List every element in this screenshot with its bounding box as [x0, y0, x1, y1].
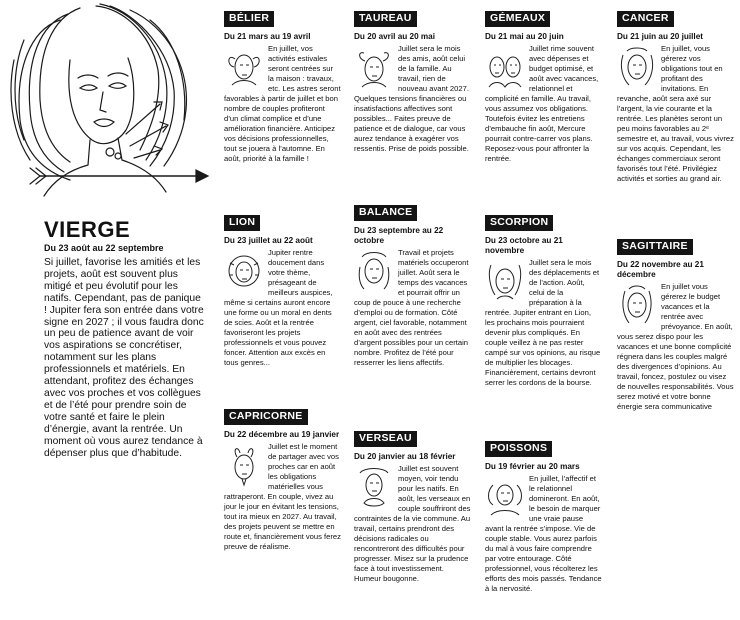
- sign-name-verseau: VERSEAU: [354, 431, 417, 447]
- sign-dates-capricorne: Du 22 décembre au 19 janvier: [224, 430, 340, 439]
- sign-dates-belier: Du 21 mars au 19 avril: [224, 32, 311, 41]
- sign-name-belier: BÉLIER: [224, 11, 274, 27]
- sign-gemeaux: [485, 8, 602, 164]
- sign-name-taureau: TAUREAU: [354, 11, 417, 27]
- scales-icon: [354, 249, 394, 293]
- sign-body-belier: En juillet, vos activités estivales seront centrées sur la maison : travaux, etc. Les astres seront favorables à partir de juillet et bon nombre de couples profiteront d’un climat complice et d’une amélioration financière. Anticipez vos décisions professionnelles, tout se jouera à l’automne. En août, priorité à la famille !: [224, 44, 341, 163]
- sign-name-lion: LION: [224, 215, 260, 231]
- sign-dates-sagittaire: Du 22 novembre au 21 décembre: [617, 260, 704, 279]
- sign-dates-poissons: Du 19 février au 20 mars: [485, 462, 580, 471]
- sign-name-balance: BALANCE: [354, 205, 417, 221]
- sign-text-taureau: [354, 44, 471, 154]
- sign-dates-balance: Du 23 septembre au 22 octobre: [354, 226, 444, 245]
- vierge-dates: Du 23 août au 22 septembre: [44, 243, 164, 253]
- sign-body-balance: Travail et projets matériels occuperont juillet. Août sera le temps des vacances et pourrait offrir un coup de pouce à une recherche d’emploi ou de formation. Côté argent, ciel favorable, notamment en août avec des rentrées d’argent possibles pour un certain nombre. Profitez de l’été pour resserrer les liens affectifs.: [354, 248, 469, 367]
- sign-dates-gemeaux: Du 21 mai au 20 juin: [485, 32, 564, 41]
- sign-verseau: [354, 428, 471, 584]
- sign-body-capricorne: Juillet est le moment de partager avec vos proches car en août les obligations matérielles vous rattraperont. En couple, vivez au jour le jour en évitant les tensions, tout ira mieux en 2027. Au travail, des projets peuvent se mettre en route et, financièrement vous ferez preuve de réalisme.: [224, 442, 341, 551]
- sign-balance: [354, 202, 471, 368]
- goat-icon: [224, 443, 264, 487]
- fish-icon: [485, 475, 525, 519]
- sign-text-balance: [354, 248, 471, 368]
- sign-cancer: [617, 8, 734, 184]
- sign-dates-cancer: Du 21 juin au 20 juillet: [617, 32, 703, 41]
- sign-name-cancer: CANCER: [617, 11, 674, 27]
- vierge-title: VIERGE: [44, 217, 131, 242]
- sign-name-gemeaux: GÉMEAUX: [485, 11, 550, 27]
- sign-body-poissons: En juillet, l’affectif et le relationnel domineront. En août, le besoin de marquer une vraie pause avant la rentrée s’impose. Vie de couple stable. Vous aurez parfois du mal à vous faire comprendre par votre entourage. Côté professionnel, vous récolterez les efforts des mois passés. Tendance à la nervosité.: [485, 474, 602, 593]
- sign-dates-verseau: Du 20 janvier au 18 février: [354, 452, 456, 461]
- twins-icon: [485, 45, 525, 89]
- scorpion-icon: [485, 259, 525, 303]
- sign-body-taureau: Juillet sera le mois des amis, août celui de la famille. Au travail, rien de nouveau avant 2027. Quelques tensions financières ou insatisfactions affectives sont possibles... Faites preuve de patience et de dialogue, car vous aurez tendance à exagérer vos ressentis. Prise de poids possible.: [354, 44, 469, 153]
- sign-text-belier: [224, 44, 341, 164]
- sign-text-sagittaire: [617, 282, 734, 412]
- sign-name-sagittaire: SAGITTAIRE: [617, 239, 693, 255]
- sign-body-scorpion: Juillet sera le mois des déplacements et de l’action. Août, celui de la préparation à la rentrée. Jupiter entrant en Lion, les prochains mois pourraient devenir plus compliqués. En couple veillez à ne pas rester campé sur vos opinions, au risque de multiplier les blocages. Financièrement, certains devront serrer les cordons de la bourse.: [485, 258, 601, 387]
- virgo-illustration: [0, 0, 215, 200]
- sign-body-cancer: En juillet, vous gérerez vos obligations tout en profitant des invitations. En revanche, août sera axé sur l’argent, la vie courante et la rentrée. Les planètes seront un peu moins favorables au 2ᵉ semestre et, au travail, vous vivrez sur vos acquis. Cependant, les échanges commerciaux seront favorisés tout l’été. Privilégiez activités et sorties au grand air.: [617, 44, 734, 183]
- sign-body-lion: Jupiter rentre doucement dans votre thème, présageant de meilleurs auspices, même si certains auront encore une forme ou un moral en dents de scies. Août et la rentrée favoriseront les projets professionnels et vous pouvez foncer. Attention aux excès en tous genres...: [224, 248, 333, 367]
- crab-icon: [617, 45, 657, 89]
- vierge-section: [44, 218, 204, 459]
- water-bearer-icon: [354, 465, 394, 509]
- sign-name-scorpion: SCORPION: [485, 215, 553, 231]
- sign-dates-scorpion: Du 23 octobre au 21 novembre: [485, 236, 563, 255]
- sign-text-verseau: [354, 464, 471, 584]
- sign-text-gemeaux: [485, 44, 602, 164]
- sign-dates-lion: Du 23 juillet au 22 août: [224, 236, 313, 245]
- sign-body-verseau: Juillet est souvent moyen, voir tendu pour les natifs. En août, les verseaux en couple souffriront des contraintes de la vie commune. Au travail, certains prendront des décisions radicales ou rencontreront des difficultés pour progresser. Misez sur la prudence face à tout investissement. Humeur bougonne.: [354, 464, 471, 583]
- sign-dates-taureau: Du 20 avril au 20 mai: [354, 32, 436, 41]
- archer-icon: [617, 283, 657, 327]
- sign-name-capricorne: CAPRICORNE: [224, 409, 308, 425]
- sign-text-cancer: [617, 44, 734, 184]
- sign-taureau: [354, 8, 471, 154]
- sign-body-sagittaire: En juillet vous gérerez le budget vacances et la rentrée avec prévoyance. En août, vous serez dispo pour les vacances et une bonne complicité régnera dans les couples malgré des divergences d’opinions. Au travail, foncez, postulez ou visez de nouvelles responsabilités. Vous serez motivé et votre bonne énergie sera communicative: [617, 282, 734, 411]
- sign-text-lion: [224, 248, 341, 368]
- sign-lion: [224, 212, 341, 368]
- sign-poissons: [485, 438, 602, 594]
- sign-belier: [224, 8, 341, 164]
- sign-body-gemeaux: Juillet rime souvent avec dépenses et budget optimisé, et août avec vacances, relationnel et complicité en famille. Au travail, vous assumez vos obligations. Toutefois évitez les entretiens d’embauche fin août, Mercure pourrait contre-carrer vos plans. Reposez-vous pour affronter la rentrée.: [485, 44, 599, 163]
- sign-name-poissons: POISSONS: [485, 441, 552, 457]
- vierge-text: Si juillet, favorise les amitiés et les projets, août est souvent plus mitigé et peu évolutif pour les natifs. Cependant, pas de panique ! Jupiter fera son entrée dans votre signe en 2027 ; il vous faudra donc un peu de patience avant de voir vos aspirations se concrétiser, notamment sur les plans professionnels et matériels. En attendant, profitez des échanges avec vos proches et vos collègues et de l’été pour prendre soin de votre santé et faire le plein d’énergie, avant la rentrée. Un moment où vous aurez tendance à dépenser plus que d’habitude.: [44, 257, 204, 459]
- sign-capricorne: [224, 406, 341, 552]
- ram-icon: [224, 45, 264, 89]
- bull-icon: [354, 45, 394, 89]
- sign-sagittaire: [617, 236, 734, 412]
- sign-text-scorpion: [485, 258, 602, 388]
- sign-text-capricorne: [224, 442, 341, 552]
- sign-text-poissons: [485, 474, 602, 594]
- lion-icon: [224, 249, 264, 293]
- sign-scorpion: [485, 212, 602, 388]
